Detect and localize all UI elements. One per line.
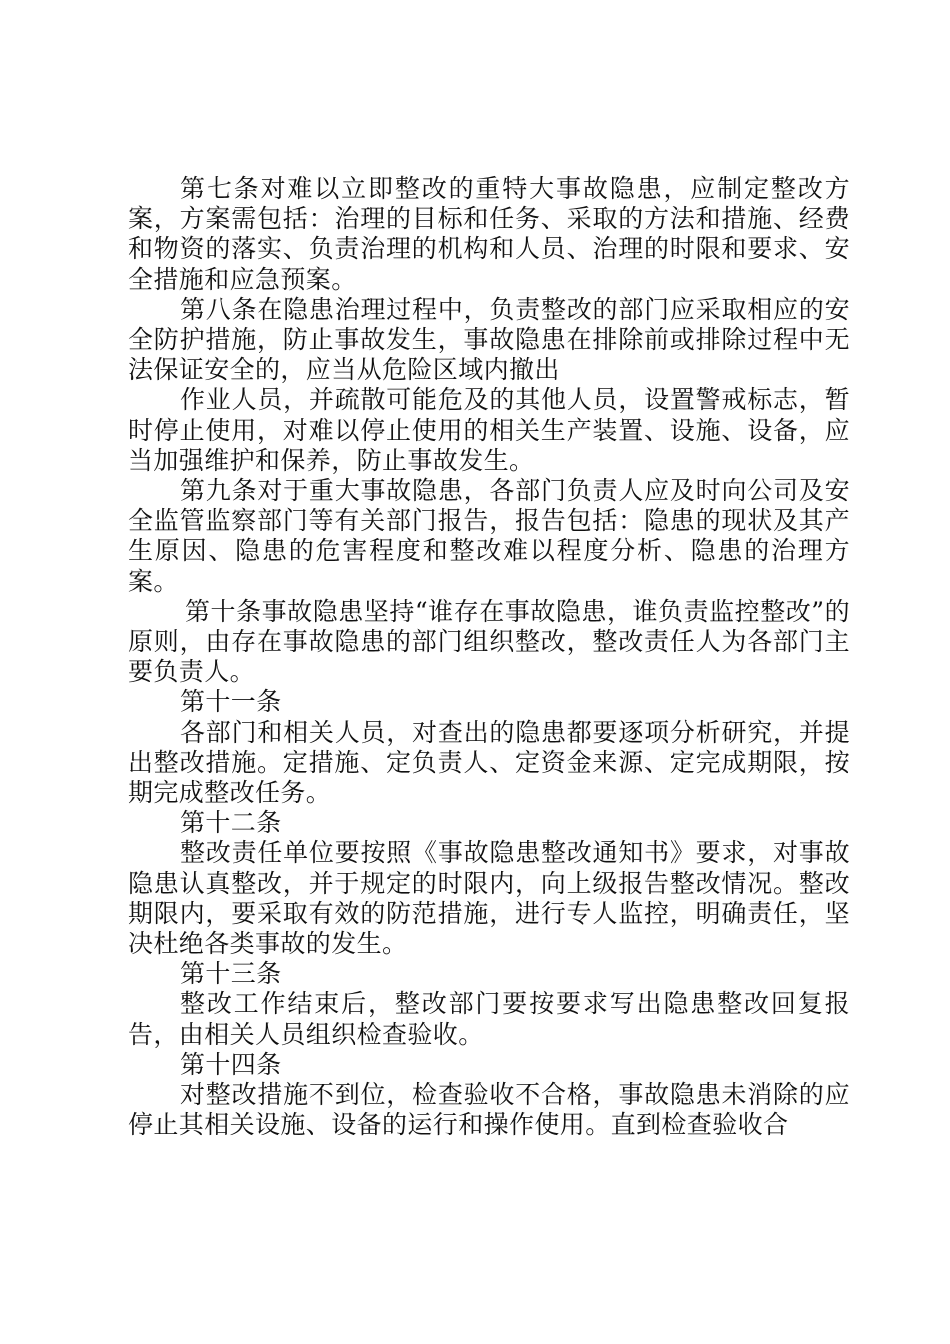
paragraph-article-10: 第十条事故隐患坚持“谁存在事故隐患，谁负责监控整改”的原则，由存在事故隐患的部门组织整改，整改责任人为各部门主要负责人。: [128, 596, 850, 687]
paragraph-article-8: 第八条在隐患治理过程中，负责整改的部门应采取相应的安全防护措施，防止事故发生，事故隐患在排除前或排除过程中无法保证安全的，应当从危险区域内撤出: [128, 294, 850, 385]
paragraph-article-7: 第七条对难以立即整改的重特大事故隐患，应制定整改方案，方案需包括：治理的目标和任务、采取的方法和措施、经费和物资的落实、负责治理的机构和人员、治理的时限和要求、安全措施和应急预案。: [128, 174, 850, 294]
heading-article-11: 第十一条: [180, 687, 282, 717]
document-body: [128, 174, 850, 1141]
heading-article-13: 第十三条: [180, 959, 282, 989]
paragraph-article-12: 整改责任单位要按照《事故隐患整改通知书》要求，对事故隐患认真整改，并于规定的时限内，向上级报告整改情况。整改期限内，要采取有效的防范措施，进行专人监控，明确责任，坚决杜绝各类事故的发生。: [128, 838, 850, 959]
paragraph-article-8-continued: 作业人员，并疏散可能危及的其他人员，设置警戒标志，暂时停止使用，对难以停止使用的相关生产装置、设施、设备，应当加强维护和保养，防止事故发生。: [128, 385, 850, 475]
paragraph-article-13: 整改工作结束后，整改部门要按要求写出隐患整改回复报告，由相关人员组织检查验收。: [128, 989, 850, 1049]
heading-article-14: 第十四条: [180, 1049, 282, 1079]
paragraph-article-11: 各部门和相关人员，对查出的隐患都要逐项分析研究，并提出整改措施。定措施、定负责人、定资金来源、定完成期限，按期完成整改任务。: [128, 717, 850, 808]
paragraph-article-9: 第九条对于重大事故隐患，各部门负责人应及时向公司及安全监管监察部门等有关部门报告，报告包括：隐患的现状及其产生原因、隐患的危害程度和整改难以程度分析、隐患的治理方案。: [128, 476, 850, 596]
heading-article-12: 第十二条: [180, 808, 282, 838]
paragraph-article-14: 对整改措施不到位，检查验收不合格，事故隐患未消除的应停止其相关设施、设备的运行和操作使用。直到检查验收合: [128, 1080, 850, 1140]
